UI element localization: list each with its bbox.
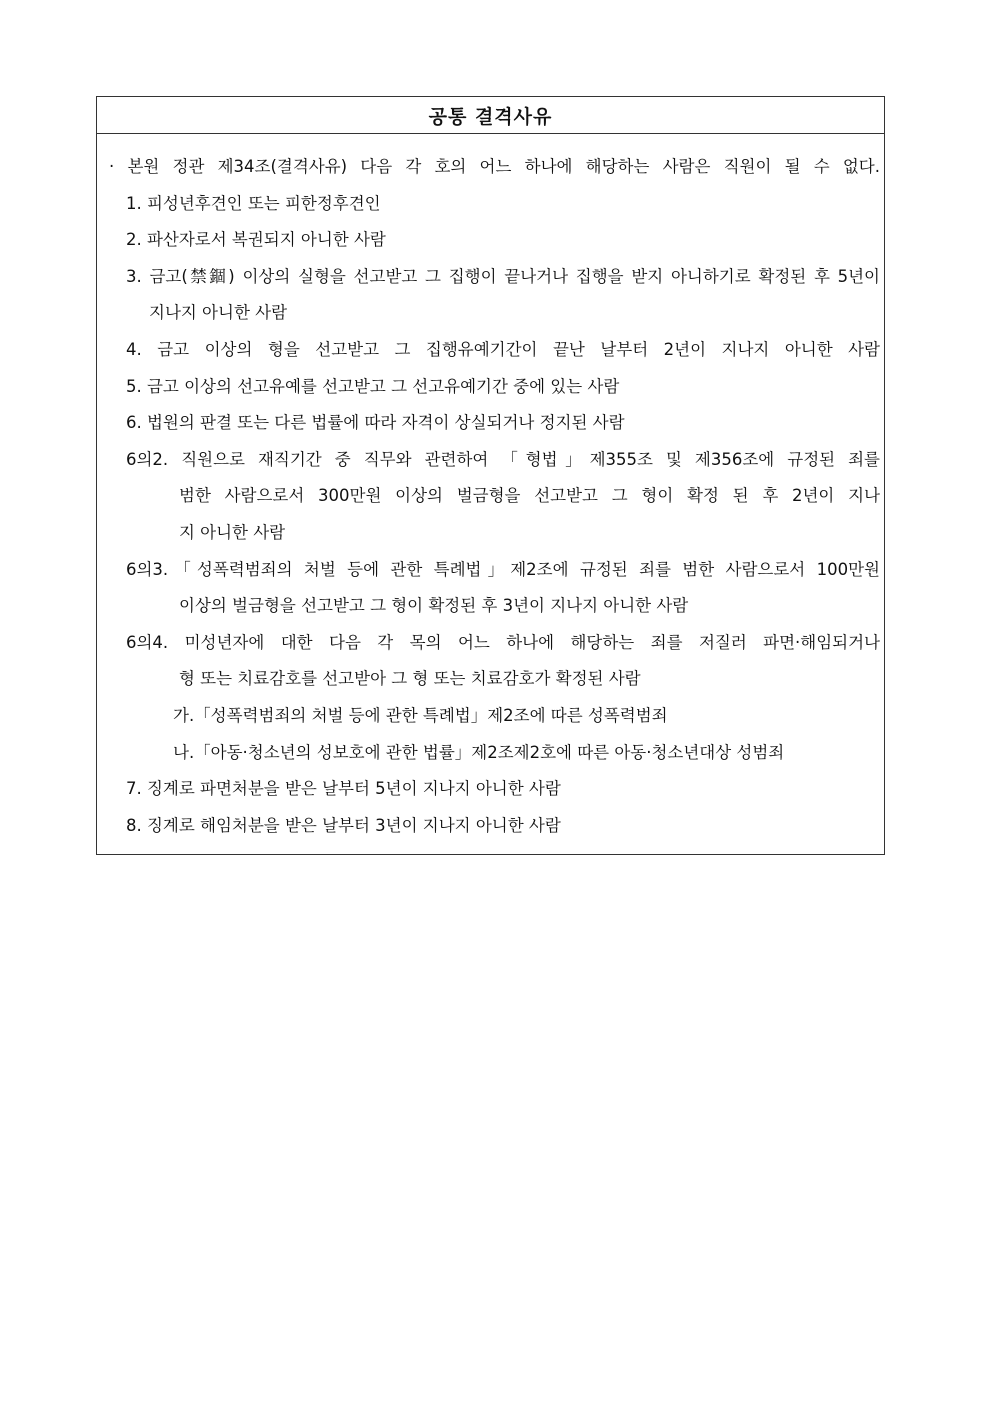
intro-line: · 본원 정관 제34조(결격사유) 다음 각 호의 어느 하나에 해당하는 사람은 직원이 될 수 없다. bbox=[109, 157, 880, 176]
item-6-3-continued: 이상의 벌금형을 선고받고 그 형이 확정된 후 3년이 지나지 아니한 사람 bbox=[179, 596, 689, 616]
item-6: 6. 법원의 판결 또는 다른 법률에 따라 자격이 상실되거나 정지된 사람 bbox=[126, 413, 625, 433]
item-3: 3. 금고(禁錮) 이상의 실형을 선고받고 그 집행이 끝나거나 집행을 받지 아니하기로 확정된 후 5년이 bbox=[126, 266, 880, 286]
table-title: 공통 결격사유 bbox=[428, 105, 553, 128]
item-6-2-continued-2: 지 아니한 사람 bbox=[179, 522, 286, 542]
table-body bbox=[97, 134, 884, 854]
item-6-4: 6의4. 미성년자에 대한 다음 각 목의 어느 하나에 해당하는 죄를 저질러 파면·해임되거나 bbox=[126, 632, 880, 652]
item-3-continued: 지나지 아니한 사람 bbox=[149, 303, 288, 323]
table-header bbox=[97, 97, 884, 134]
item-6-3: 6의3.「성폭력범죄의 처벌 등에 관한 특례법」제2조에 규정된 죄를 범한 사람으로서 100만원 bbox=[126, 559, 880, 579]
item-6-2-continued-1: 범한 사람으로서 300만원 이상의 벌금형을 선고받고 그 형이 확정 된 후 2년이 지나 bbox=[179, 486, 880, 506]
item-6-4-na: 나.「아동·청소년의 성보호에 관한 법률」제2조제2호에 따른 아동·청소년대상 성범죄 bbox=[173, 742, 785, 762]
item-6-2: 6의2. 직원으로 재직기간 중 직무와 관련하여 「형법」제355조 및 제356조에 규정된 죄를 bbox=[126, 449, 880, 469]
item-2: 2. 파산자로서 복권되지 아니한 사람 bbox=[126, 230, 386, 250]
item-4: 4. 금고 이상의 형을 선고받고 그 집행유예기간이 끝난 날부터 2년이 지나지 아니한 사람 bbox=[126, 339, 880, 359]
item-7: 7. 징계로 파면처분을 받은 날부터 5년이 지나지 아니한 사람 bbox=[126, 779, 561, 799]
item-5: 5. 금고 이상의 선고유예를 선고받고 그 선고유예기간 중에 있는 사람 bbox=[126, 376, 620, 396]
disqualification-table bbox=[96, 96, 885, 855]
item-6-4-ga: 가.「성폭력범죄의 처벌 등에 관한 특례법」제2조에 따른 성폭력범죄 bbox=[173, 705, 668, 725]
item-8: 8. 징계로 해임처분을 받은 날부터 3년이 지나지 아니한 사람 bbox=[126, 815, 561, 835]
item-1: 1. 피성년후견인 또는 피한정후견인 bbox=[126, 193, 381, 213]
item-6-4-continued: 형 또는 치료감호를 선고받아 그 형 또는 치료감호가 확정된 사람 bbox=[179, 669, 641, 689]
